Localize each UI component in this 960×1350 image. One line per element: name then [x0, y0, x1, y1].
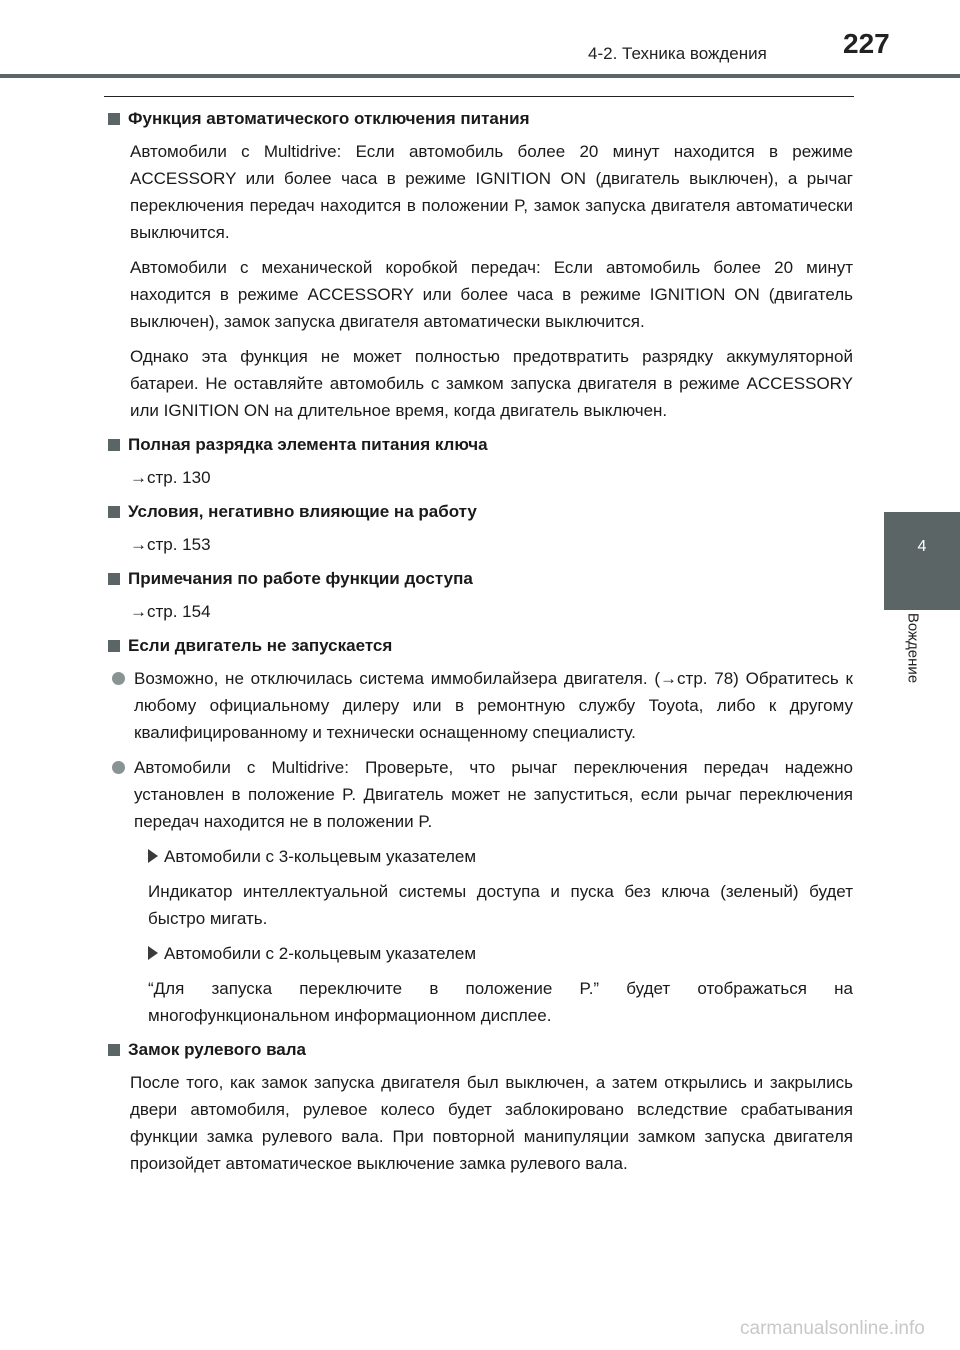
paragraph: Автомобили с механической коробкой передач: Если автомобиль более 20 минут находится в режиме ACCESSORY или более часа в режиме IGNITION ON (двигатель выключен), замок запуска двигателя автоматически выключится.	[130, 258, 853, 331]
paragraph: Однако эта функция не может полностью предотвратить разрядку аккумуляторной батареи. Не оставляйте автомобиль с замком запуска двигателя в режиме ACCESSORY или IGNITION ON на длительное время, когда двигатель выключен.	[130, 347, 853, 420]
page-reference: →стр. 153	[130, 535, 211, 554]
chapter-tab	[884, 512, 960, 610]
heading-access-notes: Примечания по работе функции доступа	[108, 566, 853, 592]
content-rule	[104, 96, 854, 97]
triangle-bullet-icon	[148, 946, 158, 960]
page-header	[0, 0, 960, 76]
square-bullet-icon	[108, 573, 120, 585]
list-item: Возможно, не отключилась система иммобилайзера двигателя. (→стр. 78) Обратитесь к любому официальному дилеру или в ремонтную службу Toyota, либо к другому квалифицированному и технически оснащенному специалисту.	[108, 665, 853, 746]
paragraph: “Для запуска переключите в положение P.” будет отображаться на многофункциональном информационном дисплее.	[148, 979, 853, 1025]
header-rule	[0, 74, 960, 78]
paragraph: Автомобили с Multidrive: Если автомобиль более 20 минут находится в режиме ACCESSORY или более часа в режиме IGNITION ON (двигатель выключен), а рычаг переключения передач находится в положении P, замок запуска двигателя автоматически выключится.	[130, 142, 853, 242]
chapter-label-text: Вождение	[904, 612, 922, 684]
page-number: 227	[843, 28, 890, 59]
heading-auto-power-off: Функция автоматического отключения питания	[108, 106, 853, 132]
square-bullet-icon	[108, 506, 120, 518]
round-bullet-icon	[112, 672, 125, 685]
round-bullet-icon	[112, 761, 125, 774]
heading-steering-lock: Замок рулевого вала	[108, 1037, 853, 1063]
list-item: Автомобили с Multidrive: Проверьте, что рычаг переключения передач надежно установлен в положение P. Двигатель может не запуститься, если рычаг переключения передач находится не в положении P.	[108, 754, 853, 835]
paragraph: После того, как замок запуска двигателя был выключен, а затем открылись и закрылись двери автомобиля, рулевое колесо будет заблокировано вследствие срабатывания функции замка рулевого вала. При повторной манипуляции замком запуска двигателя произойдет автоматическое выключение замка рулевого вала.	[130, 1073, 853, 1173]
sub-heading: Автомобили с 2-кольцевым указателем	[148, 940, 853, 967]
heading-key-battery: Полная разрядка элемента питания ключа	[108, 432, 853, 458]
square-bullet-icon	[108, 113, 120, 125]
chapter-number: 4	[917, 538, 927, 555]
watermark: carmanualsonline.info	[740, 1318, 925, 1339]
sub-heading: Автомобили с 3-кольцевым указателем	[148, 843, 853, 870]
page-reference: →стр. 130	[130, 468, 211, 487]
heading-adverse-conditions: Условия, негативно влияющие на работу	[108, 499, 853, 525]
square-bullet-icon	[108, 640, 120, 652]
page-reference: →стр. 154	[130, 602, 211, 621]
section-title: 4-2. Техника вождения	[588, 44, 767, 63]
chapter-label	[903, 606, 923, 690]
triangle-bullet-icon	[148, 849, 158, 863]
paragraph: Индикатор интеллектуальной системы доступа и пуска без ключа (зеленый) будет быстро мигать.	[148, 882, 853, 928]
square-bullet-icon	[108, 1044, 120, 1056]
page-content	[108, 106, 853, 1185]
heading-engine-not-starting: Если двигатель не запускается	[108, 633, 853, 659]
square-bullet-icon	[108, 439, 120, 451]
